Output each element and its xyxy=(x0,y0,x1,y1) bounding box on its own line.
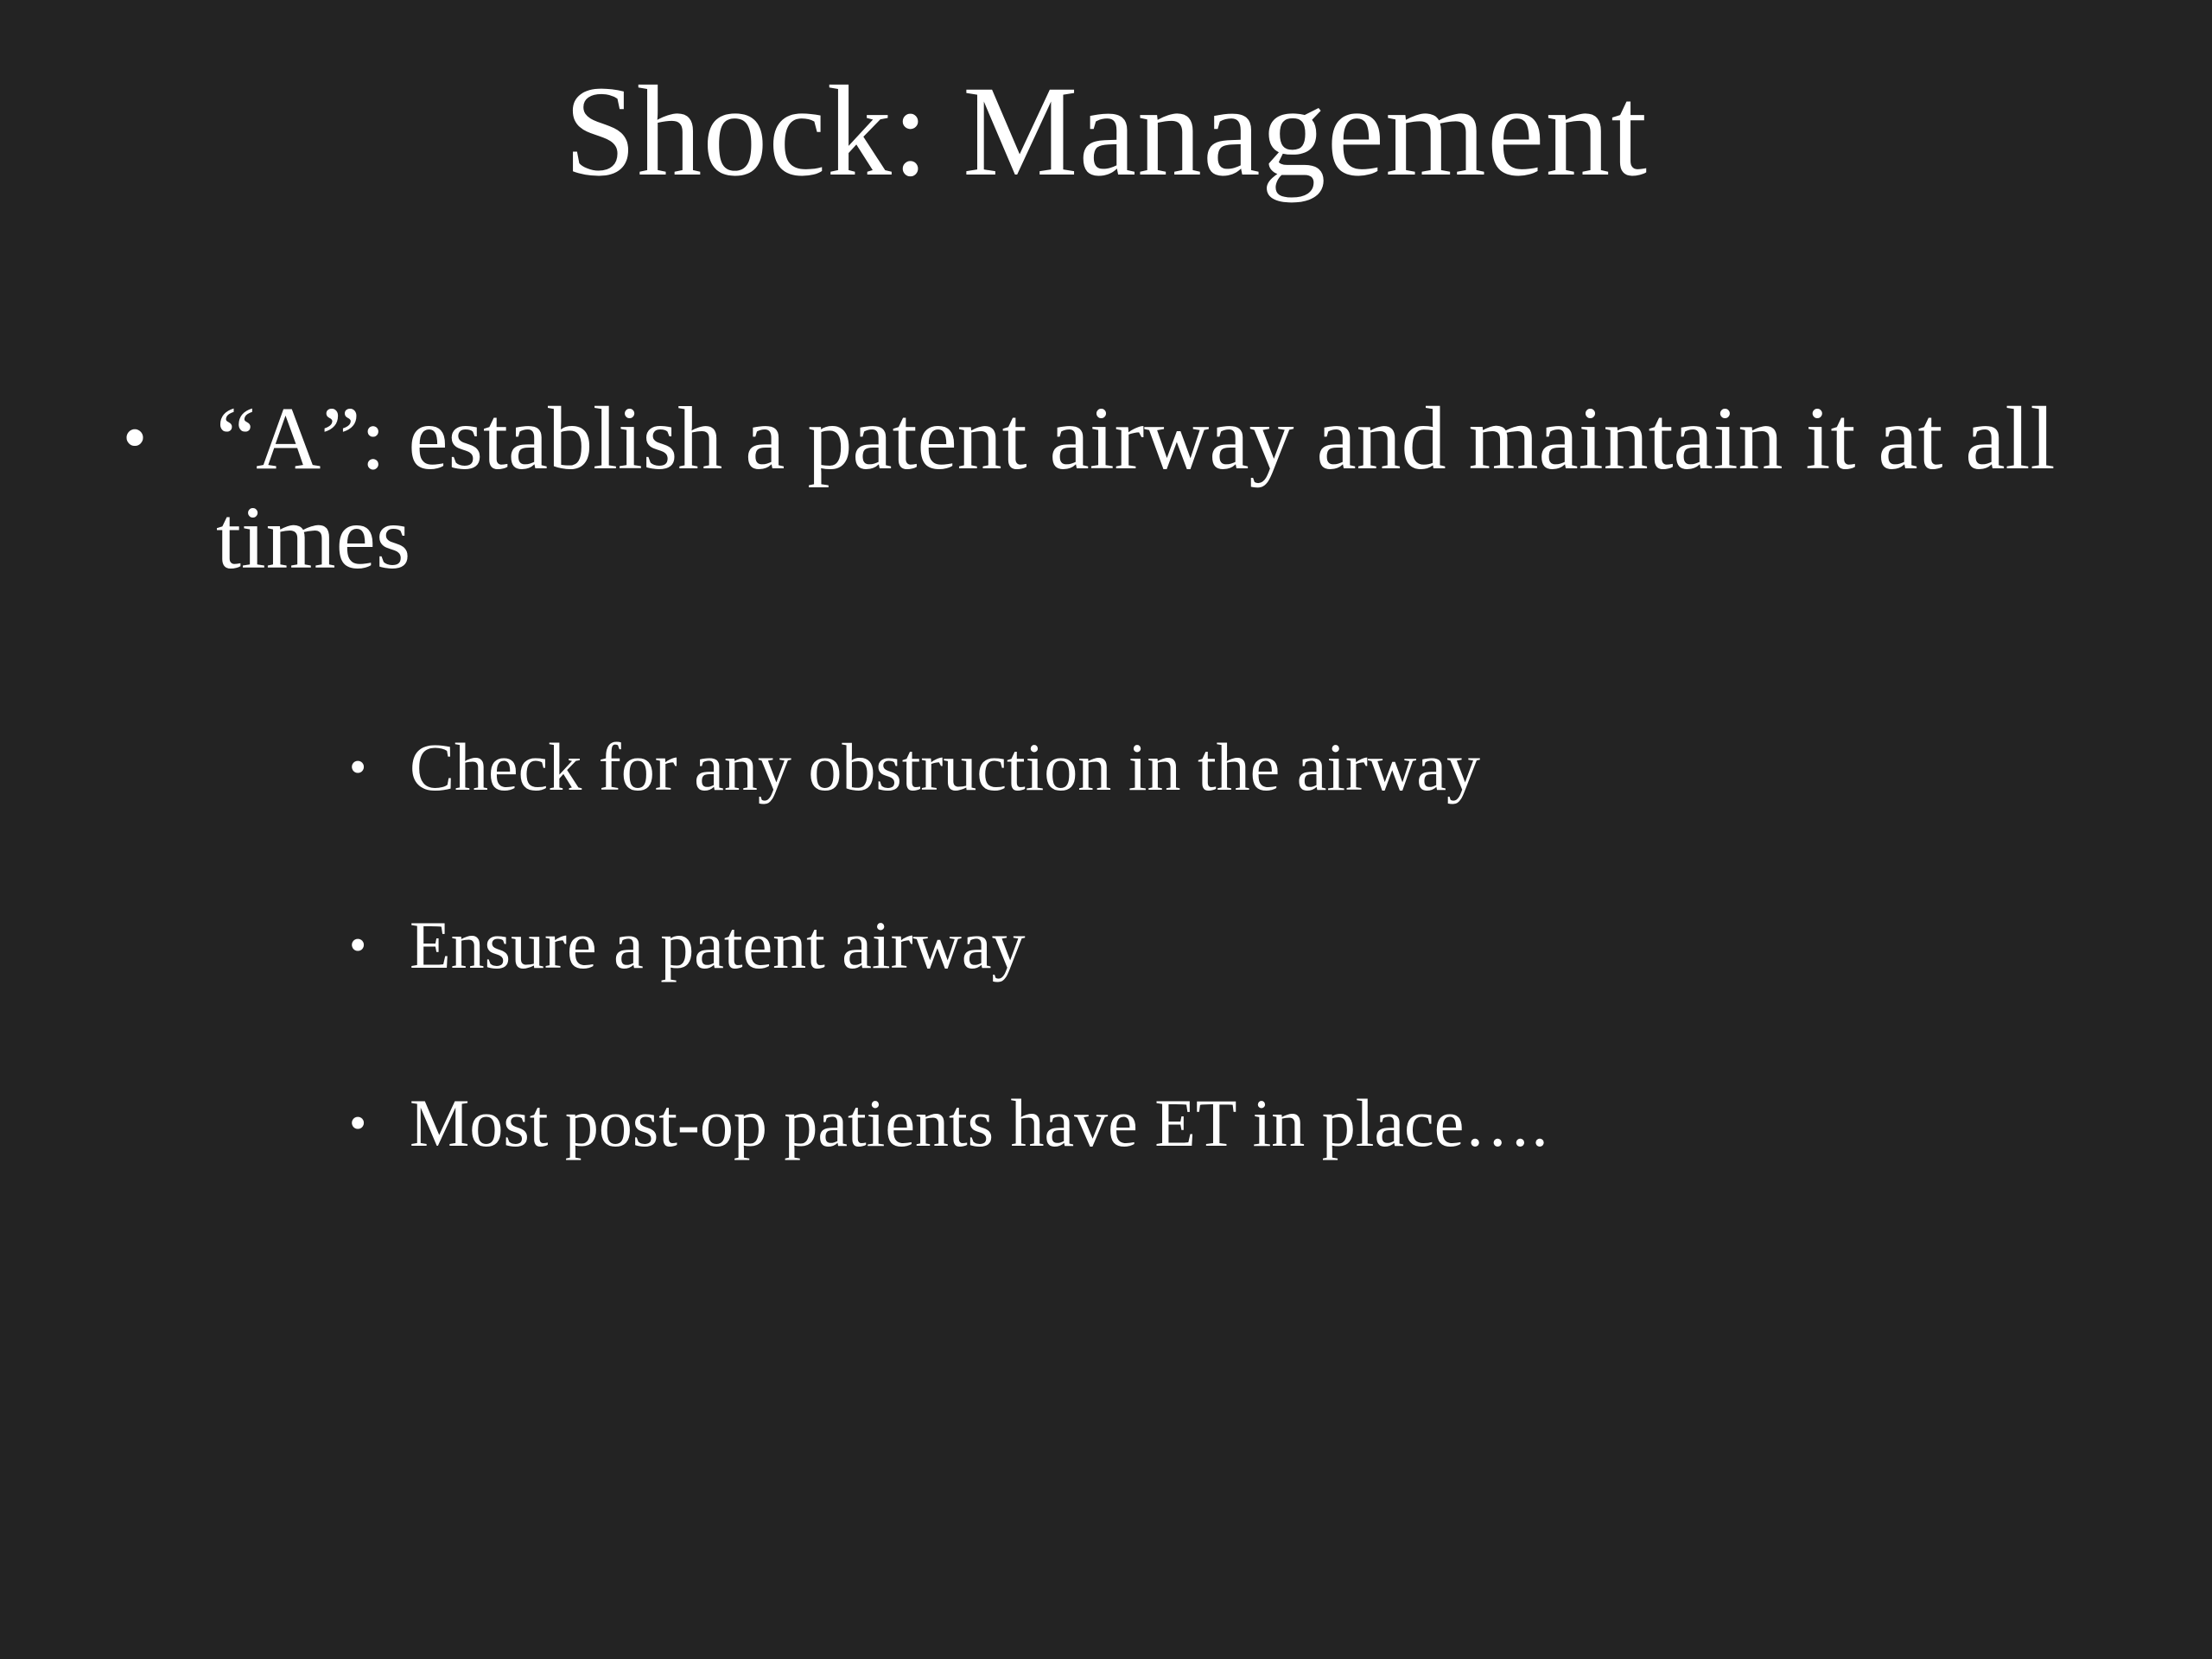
bullet-text: Check for any obstruction in the airway xyxy=(410,729,1480,804)
bullet-dot-icon: • xyxy=(349,739,367,795)
slide-title: Shock: Management xyxy=(563,60,1649,203)
bullet-dot-icon: • xyxy=(123,400,148,476)
bullet-dot-icon: • xyxy=(349,1095,367,1151)
bullet-dot-icon: • xyxy=(349,917,367,973)
bullet-item-level2 xyxy=(349,902,2051,988)
bullet-text: Most post-op patients have ET in place…. xyxy=(410,1085,1548,1160)
bullet-text: “A”: establish a patent airway and maintain it at all times xyxy=(216,389,2056,588)
bullet-item-level1 xyxy=(123,389,2100,588)
bullet-text: Ensure a patent airway xyxy=(410,907,1026,982)
bullet-item-level2 xyxy=(349,1080,2051,1166)
bullet-item-level2 xyxy=(349,724,2051,810)
